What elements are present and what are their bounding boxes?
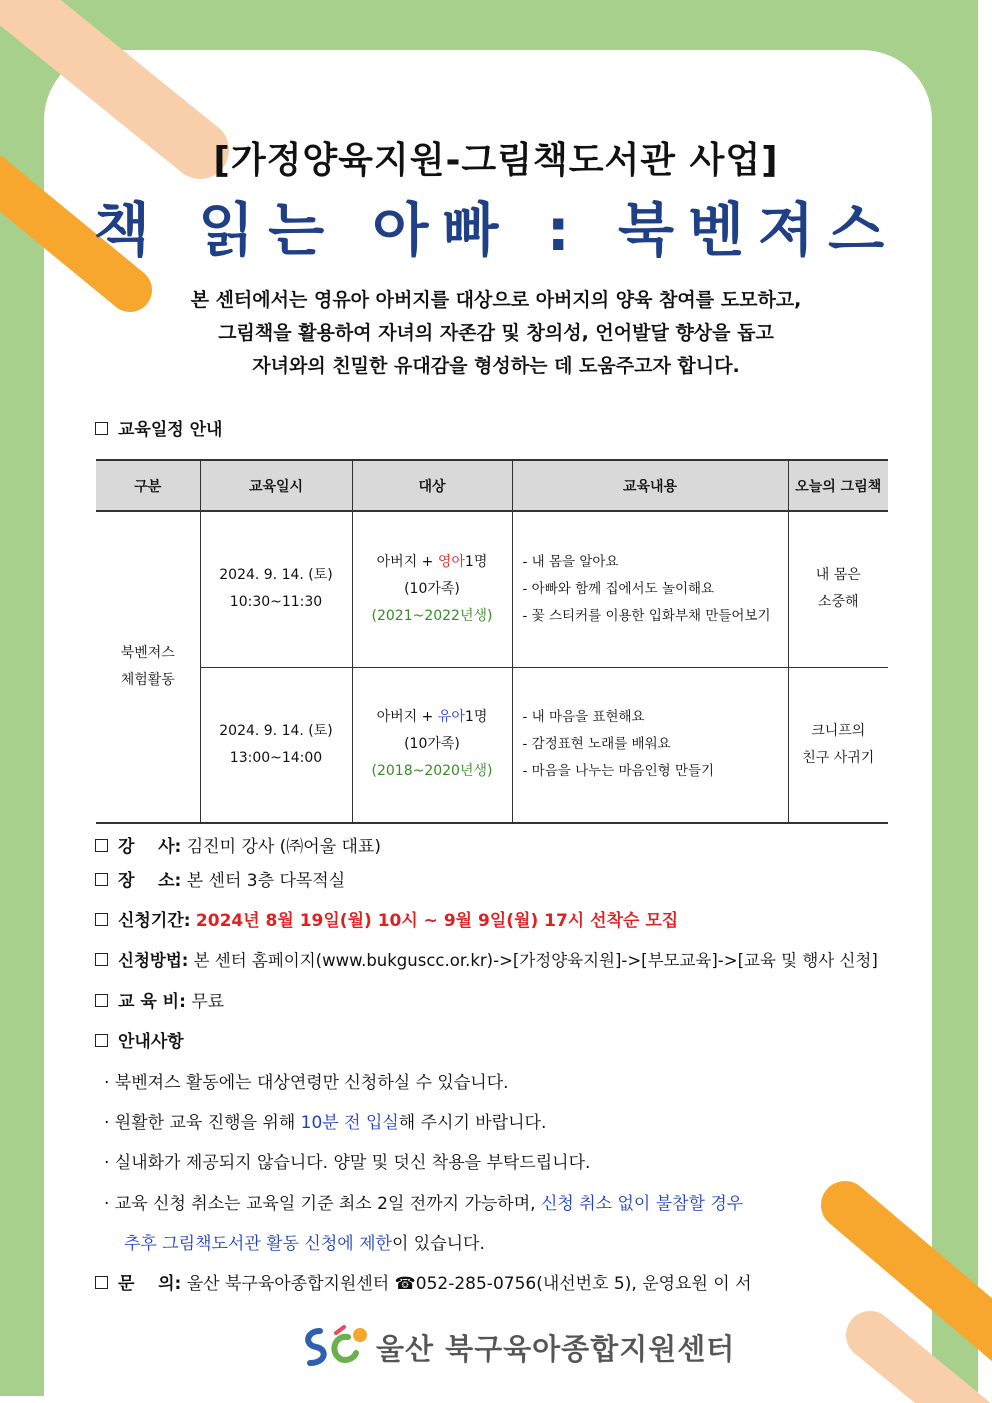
intro-line: 자녀와의 친밀한 유대감을 형성하는 데 도움주고자 합니다. [252, 355, 740, 377]
checkbox-icon [95, 839, 108, 852]
schedule-heading [95, 415, 222, 440]
notice-item: · 북벤져스 활동에는 대상연령만 신청하실 수 있습니다. [104, 1073, 509, 1093]
checkbox-icon [95, 913, 108, 926]
content-item: - 마음을 나누는 마음인형 만들기 [522, 763, 715, 780]
notice-highlight: 10분 전 입실 [300, 1113, 399, 1133]
header-date: 교육일시 [200, 460, 352, 511]
checkbox-icon [95, 873, 108, 886]
content-item: - 내 몸을 알아요 [522, 553, 619, 570]
period-value: 2024년 8월 19일(월) 10시 ~ 9월 9일(월) 17시 선착순 모집 [195, 911, 679, 931]
intro-line: 그림책을 활용하여 자녀의 자존감 및 창의성, 언어발달 향상을 돕고 [218, 322, 774, 344]
notice-item: · 실내화가 제공되지 않습니다. 양말 및 덧신 착용을 부탁드립니다. [104, 1153, 591, 1173]
book-title-line: 크니프의 [811, 722, 866, 739]
contact-line [95, 1269, 752, 1294]
target-prefix: 아버지 + [376, 553, 438, 570]
place-label: 장 소: [118, 871, 182, 891]
fee-line [95, 987, 224, 1012]
target-line [354, 704, 511, 731]
target-cell [352, 511, 512, 667]
category-line: 체험활동 [120, 672, 175, 688]
header-content: 교육내용 [512, 460, 788, 511]
notice-item [104, 1108, 546, 1133]
target-suffix: 1명 [464, 553, 488, 570]
notice-item [104, 1189, 743, 1214]
target-birth-years: (2021~2022년생) [371, 607, 493, 624]
content-item: - 감정표현 노래를 배워요 [522, 736, 671, 753]
content-cell [512, 511, 788, 667]
table-row [96, 511, 888, 667]
target-cell [352, 667, 512, 823]
fee-value: 무료 [191, 992, 225, 1012]
method-value: 본 센터 홈페이지(www.bukguscc.or.kr)->[가정양육지원]->[부모교육]->[교육 및 행사 신청] [193, 951, 878, 970]
period-label: 신청기간: [118, 911, 191, 931]
center-logo [300, 1323, 735, 1371]
checkbox-icon [95, 1276, 108, 1289]
schedule-heading-label: 교육일정 안내 [118, 420, 223, 440]
contact-label: 문 의: [118, 1274, 182, 1294]
intro-text [0, 284, 992, 383]
method-label: 신청방법: [118, 951, 189, 970]
target-prefix: 아버지 + [376, 709, 438, 726]
target-age: 유아 [437, 709, 465, 726]
checkbox-icon [95, 994, 108, 1007]
notice-text: · 원활한 교육 진행을 위해 [104, 1113, 301, 1133]
table-header-row [96, 460, 888, 511]
session-time: 10:30~11:30 [229, 594, 323, 611]
instructor-value: 김진미 강사 (㈜어울 대표) [186, 837, 382, 857]
place-line [95, 866, 345, 891]
header-target: 대상 [352, 460, 512, 511]
category-line: 북벤져스 [120, 645, 175, 661]
notice-text: 해 주시기 바랍니다. [398, 1113, 547, 1133]
date-cell [200, 667, 352, 823]
book-title-line: 소중해 [817, 594, 859, 611]
session-date: 2024. 9. 14. (토) [219, 567, 333, 584]
target-age: 영아 [437, 553, 465, 570]
target-families: (10가족) [404, 580, 460, 597]
content-item: - 꽃 스티커를 이용한 입화부채 만들어보기 [522, 607, 771, 624]
peach-stripe-top-left [0, 0, 200, 150]
content-item: - 아빠와 함께 집에서도 놀이해요 [522, 580, 715, 597]
header-book: 오늘의 그림책 [788, 460, 888, 511]
intro-line: 본 센터에서는 영유아 아버지를 대상으로 아버지의 양육 참여를 도모하고, [190, 289, 802, 311]
fee-label: 교 육 비: [118, 992, 186, 1012]
session-date: 2024. 9. 14. (토) [219, 722, 333, 739]
instructor-line [95, 832, 381, 857]
place-value: 본 센터 3층 다목적실 [186, 871, 346, 891]
date-cell [200, 511, 352, 667]
period-line [95, 906, 678, 931]
notice-highlight: 신청 취소 없이 불참할 경우 [540, 1194, 744, 1214]
instructor-label: 강 사: [118, 837, 182, 857]
category-cell [96, 511, 200, 823]
session-time: 13:00~14:00 [229, 749, 323, 766]
notice-item [124, 1229, 485, 1254]
center-logo-name: 울산 북구육아종합지원센터 [376, 1331, 736, 1366]
notice-text: · 교육 신청 취소는 교육일 기준 최소 2일 전까지 가능하며, [104, 1194, 541, 1214]
content-cell [512, 667, 788, 823]
book-title-line: 친구 사귀기 [802, 749, 875, 766]
table-row [96, 667, 888, 823]
target-birth-years: (2018~2020년생) [371, 763, 493, 780]
program-title: [가정양육지원-그림책도서관 사업] [213, 140, 779, 181]
notice-highlight: 추후 그림책도서관 활동 신청에 제한 [124, 1234, 392, 1254]
checkbox-icon [95, 953, 108, 966]
book-title-line: 내 몸은 [815, 567, 861, 584]
method-line [95, 947, 878, 971]
book-cell [788, 511, 888, 667]
schedule-table [96, 459, 888, 824]
notice-heading [95, 1027, 184, 1052]
contact-value: 울산 북구육아종합지원센터 ☎052-285-0756(내선번호 5), 운영요원 이 서 [186, 1274, 752, 1294]
notice-text: 이 있습니다. [391, 1234, 485, 1254]
book-cell [788, 667, 888, 823]
content-item: - 내 마음을 표현해요 [522, 709, 645, 726]
checkbox-icon [95, 1034, 108, 1047]
header-category: 구분 [96, 460, 200, 511]
checkbox-icon [95, 422, 108, 435]
target-line [354, 549, 511, 576]
target-families: (10가족) [404, 736, 460, 753]
center-logo-icon [300, 1323, 368, 1371]
notice-label: 안내사항 [118, 1032, 184, 1052]
program-main-title: 책 읽는 아빠 : 북벤져스 [93, 196, 899, 264]
target-suffix: 1명 [464, 709, 488, 726]
